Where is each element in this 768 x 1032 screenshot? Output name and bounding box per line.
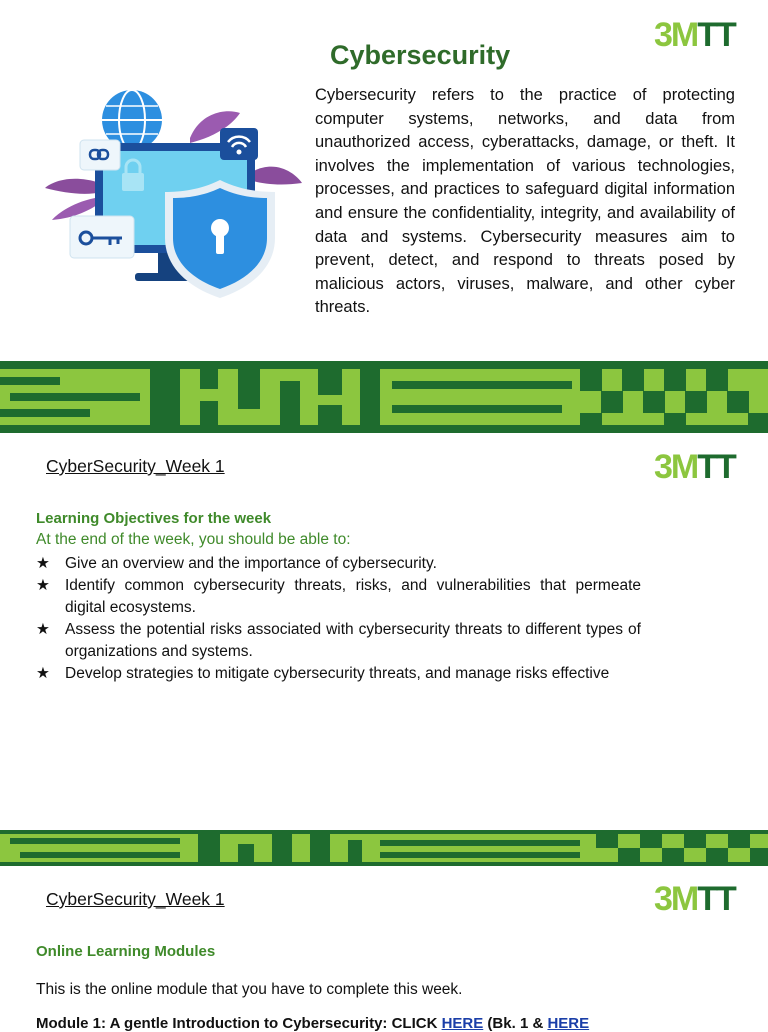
modules-title: Online Learning Modules bbox=[36, 943, 216, 960]
week-heading: CyberSecurity_Week 1 bbox=[46, 889, 225, 909]
brand-logo: 3MTT bbox=[654, 880, 735, 918]
objectives-list bbox=[36, 553, 641, 685]
list-item: ★ Give an overview and the importance of cybersecurity. bbox=[36, 553, 641, 575]
brand-logo: 3MTT bbox=[654, 16, 735, 54]
intro-paragraph: Cybersecurity refers to the practice of protecting computer systems, networks, and data from unauthorized access, cyberattacks, damage, or theft. It involves the implementation of various technologies, processes, and practices to safeguard digital information and ensure the confidentiality, integrity, and availability of data and systems. Cybersecurity measures aim to prevent, detect, and respond to threats posed by malicious actors, viruses, malware, and other cyber threats. bbox=[315, 86, 735, 317]
decorative-pattern-band-bottom bbox=[0, 830, 768, 866]
list-item: ★ Assess the potential risks associated with cybersecurity threats to different types of organizations and systems. bbox=[36, 621, 641, 660]
modules-description: This is the online module that you have to complete this week. bbox=[36, 981, 463, 998]
star-bullet-icon: ★ bbox=[36, 665, 50, 682]
page-title: Cybersecurity bbox=[330, 40, 511, 70]
leaf-left-icon bbox=[45, 179, 102, 194]
star-bullet-icon: ★ bbox=[36, 577, 50, 594]
module-line: Module 1: A gentle Introduction to Cybersecurity: CLICK HERE (Bk. 1 & HERE bbox=[36, 1015, 590, 1032]
module-link-here-1[interactable]: HERE bbox=[441, 1015, 484, 1032]
star-bullet-icon: ★ bbox=[36, 621, 50, 638]
leaf-right-icon bbox=[250, 167, 302, 185]
objectives-subtitle: At the end of the week, you should be able to: bbox=[36, 531, 351, 548]
objectives-title: Learning Objectives for the week bbox=[36, 510, 272, 527]
brand-logo: 3MTT bbox=[654, 448, 735, 486]
padlock-icon bbox=[122, 173, 144, 191]
star-bullet-icon: ★ bbox=[36, 555, 50, 572]
decorative-pattern-band-top bbox=[0, 361, 768, 433]
cybersecurity-illustration bbox=[40, 88, 305, 303]
list-item: ★ Identify common cybersecurity threats, risks, and vulnerabilities that permeate digital ecosystems. bbox=[36, 577, 641, 616]
week-heading: CyberSecurity_Week 1 bbox=[46, 456, 225, 476]
module-link-here-2[interactable]: HERE bbox=[547, 1015, 590, 1032]
list-item: ★ Develop strategies to mitigate cybersecurity threats, and manage risks effective bbox=[36, 663, 641, 685]
